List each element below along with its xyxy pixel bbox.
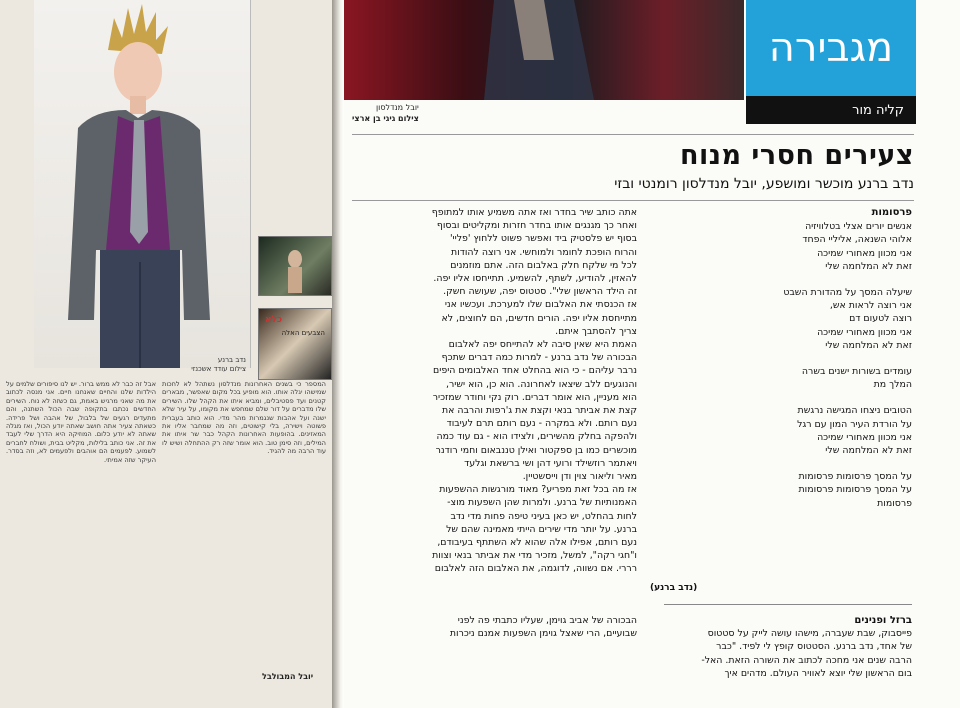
article-line: נעם רותם. ולא במקרה - נעם רותם תרם לעיבוד — [446, 418, 637, 430]
article-line: הבכורה של נדב ברנע - למרות כמה דברים שתכף — [441, 352, 637, 364]
article-line: הרבה שנים אני מחכה לכתוב את השורה הזאת. האל- — [701, 654, 912, 666]
poem-line: זאת לא המלחמה שלי — [825, 445, 912, 457]
article-line: פייסבוק, שבת שעברה, מישהו עושה לייק על סטטוס — [707, 628, 912, 640]
poem-line: פרסומות — [877, 497, 912, 509]
poem-line: זאת לא המלחמה שלי — [825, 339, 912, 351]
album-subtitle: הצבעים האלה — [281, 329, 325, 337]
article-line: זה הילד הראשון שלי". סטטוס יפה, שעושה חשק. — [443, 286, 637, 298]
article-line: הוא מעניין, הוא אומר דברים. רוק נקי וחודר שמזכיר — [432, 391, 637, 403]
poem-line: אלוהי השנאה, אליליי הפחד — [802, 234, 912, 246]
main-column-continuation — [352, 614, 637, 640]
caption-credit: צילום עודד אשכנזי — [191, 365, 246, 373]
album-cover-thumb — [258, 308, 332, 380]
caption-name: נדב ברנע — [217, 356, 246, 364]
article-line: האמנותיות של ברנע. ולמרות שהן השפעות מוצ- — [447, 497, 637, 509]
poem-line: אני מכוון מאחורי שמיכה — [817, 247, 912, 259]
article-line: בום הראשון שלי יוצא לאוויר העולם. מדהים איך — [724, 667, 912, 679]
bottom-lines — [664, 627, 912, 680]
portrait-photo — [34, 0, 251, 368]
article-line: נרבר עליהם - כי הוא בהחלט אחד האלבומים היפים — [433, 365, 637, 377]
poem-line: אנשים יורים אצלי בטלוויזיה — [805, 221, 912, 233]
section-brand: מגבירה — [746, 0, 916, 96]
poem-line: על המסך פרסומות פרסומות — [798, 484, 912, 496]
article-line: ברנע. על יותר מדי שירים הייתי מאמינה שהם של — [446, 523, 637, 535]
article-line: של אחד, נדב ברנע. הסטטוס קופץ לי לפיד. "כבר — [716, 641, 912, 653]
poem-stanza — [664, 365, 912, 391]
article-line: מאיר וליאור צוין ודן וייסשטיין. — [522, 471, 637, 483]
album-title: כלא — [265, 315, 283, 325]
poem-line: זאת לא המלחמה שלי — [825, 260, 912, 272]
poem-line: שיעלה המסך על מהדורת השבט — [783, 287, 912, 299]
sub-heading: יובל המבולבל — [262, 672, 314, 681]
hero-credit-name: יובל מנדלסון — [376, 103, 419, 112]
article-line: ויאתמר רוזשילד ורועי דהן ושי ברשאת וגלעד — [464, 457, 637, 469]
article-line: ו"חגי רקה", למשל, מזכיר מדי את אביתר בנאי וצוות — [432, 550, 637, 562]
article-line: אז הכנסתי את האלבום שלו למערכת. ועכשיו אני — [444, 299, 637, 311]
article-line: רררי. אם נשווה, לדוגמה, את האלבום הזה לאלבום — [434, 563, 637, 575]
hero-photo — [344, 0, 744, 100]
article-line: בסוף יש פלסטיק ביד ואפשר פשוט ללחוץ 'פליי' — [449, 233, 637, 245]
article-line: הבכורה של אביב גוימן, שעליו כתבתי פה לפני — [457, 615, 637, 626]
album-cover-thumb — [258, 236, 332, 296]
divider — [352, 200, 914, 201]
article-line: צריך להסתבך איתם. — [555, 325, 637, 337]
poem-stanza — [664, 404, 912, 457]
hero-credit-photographer: צילום גיגי בן ארצי — [352, 114, 419, 123]
photo-caption — [160, 356, 246, 374]
section-author-bar: קליה מור — [746, 96, 916, 124]
article-line: לכל מי שלקח חלק באלבום הזה. אתם מוזמנים — [450, 259, 637, 271]
article-line: נעם רותם, אפילו אלה שהוא לא השתתף בעיבודם, — [437, 537, 637, 549]
deck: נדב ברנע מוכשר ומושפע, יובל מנדלסון רומנטי ובזי — [614, 176, 914, 192]
article-line: האמת היא שאין סיבה לא להתייחס יפה לאלבום — [448, 339, 637, 351]
left-article-column: אבל זה כבר לא ממש ברור. יש לנו סיפורים שלמים על הילדות שלנו והחיים שאנחנו חיים. אני מנסה לכתוב את מה שאני מרגיש באמת, גם כשזה לא נוח. השירים החדשים נכתבו בתקופה שבה הכול השתנה, והם מתעדים רגעים של בלבול, של אהבה ושל פרידה. כשאתה צעיר אתה חושב שאתה יודע הכול, ואז מגלה שאתה לא יודע כלום. המוזיקה היא הדרך שלי לעבד את זה. אני כותב בלילות, מקליט בבית, ושולח לחברים לשמוע. לפעמים הם אוהבים ולפעמים לא, וזה בסדר. העיקר שזה אמיתי. — [6, 380, 156, 464]
article-line: ולהפקה בחלק מהשירים, ולצידו הוא - גם עוד כמה — [436, 431, 637, 443]
divider — [664, 604, 912, 605]
poem-line: אני מכוון מאחורי שמיכה — [817, 431, 912, 443]
article-line: שבועיים, הרי שאצל גוימן השפעות אמנם ניכרות — [449, 628, 637, 640]
poem-stanza — [664, 470, 912, 510]
hero-credit — [352, 102, 419, 124]
article-line: להאזין, להודיע, לשתף, להשמיע. תתייחסו אליו יפה. — [433, 273, 637, 285]
poem-column — [664, 206, 912, 523]
divider — [352, 134, 914, 135]
poem-line: המלך מת — [873, 379, 912, 391]
article-line: מוכשרים כמו בן ספקטור ואילן טננבאום וחמי רודנר — [435, 444, 637, 456]
article-line: לחות בהחלט, יש כאן בעיני טיפה פחות מדי נדב — [450, 510, 637, 522]
article-line: ואחר כך מגנגים אותו בחדר חזרות ומקליטים ובסוף — [436, 220, 637, 232]
right-page — [344, 0, 960, 708]
article-line: מתייחסת אליו יפה. הורים חדשים, הם לחוצים, לא — [441, 312, 637, 324]
poem-line: על המסך פרסומות פרסומות — [798, 471, 912, 483]
poem-line: אני מכוון מאחורי שמיכה — [817, 326, 912, 338]
article-line: קצת את אביתר בנאי וקצת את ג'רפות והרבה את — [441, 405, 637, 417]
portrait-illustration — [34, 0, 250, 368]
poem-stanzas — [664, 220, 912, 510]
poem-stanza — [664, 286, 912, 352]
article-line: אתה כותב שיר בחדר ואז אתה משמיע אותו למתופף — [431, 207, 637, 218]
article-main-column — [352, 206, 637, 576]
poem-label: פרסומות — [871, 207, 912, 218]
article-line: אז מה בכל זאת מפריע? מאוד מורגשות ההשפעות — [439, 484, 637, 496]
article-line: והנוגעים ללב שיצאו לאחרונה. הוא כן, הוא ישיר, — [445, 378, 637, 390]
poem-line: אני רוצה לראות אש, — [829, 300, 912, 312]
poem-line: עומדים בשורות ישנים בשרה — [801, 366, 912, 378]
poem-line: רוצה לטעום דם — [849, 313, 912, 325]
section-label: ברזל ופנינים — [854, 615, 912, 626]
poem-byline: (נדב ברנע) — [650, 583, 698, 593]
left-article-column: המספר כי בשנים האחרונות מנדלסון נשתהל לא לחכות שמישהו יגלה אותו. הוא מופיע בכל מקום שאפשר, מבארים קטנים ועד פסטיבלים, ומביא איתו את הקהל שלו. השירים שלו מדברים על דור שלם שמחפש את מקומו, על עיר שלא ישנה ועל אהבות שנגמרות מהר מדי. הוא כותב בעברית פשוטה וישירה, בלי קישוטים, וזה מה שמחבר אליו את המאזינים. בהופעות האחרונות הקהל כבר שר איתו את המילים, וזה סימן טוב. הוא אומר שזה רק ההתחלה ושיש לו עוד הרבה מה להגיד. — [162, 380, 326, 456]
left-page — [0, 0, 332, 708]
poem-line: הטובים ניצחו המגישה נרגשת — [797, 405, 912, 417]
poem-line: על הורדת העיר המון עם רגל — [797, 418, 912, 430]
poem-stanza — [664, 220, 912, 273]
article-line: והרוח הופכת לחומר ולמוחשי. אני רוצה להודות — [451, 246, 637, 258]
page-gutter — [332, 0, 344, 708]
headline: צעירים חסרי מנוח — [679, 140, 914, 171]
